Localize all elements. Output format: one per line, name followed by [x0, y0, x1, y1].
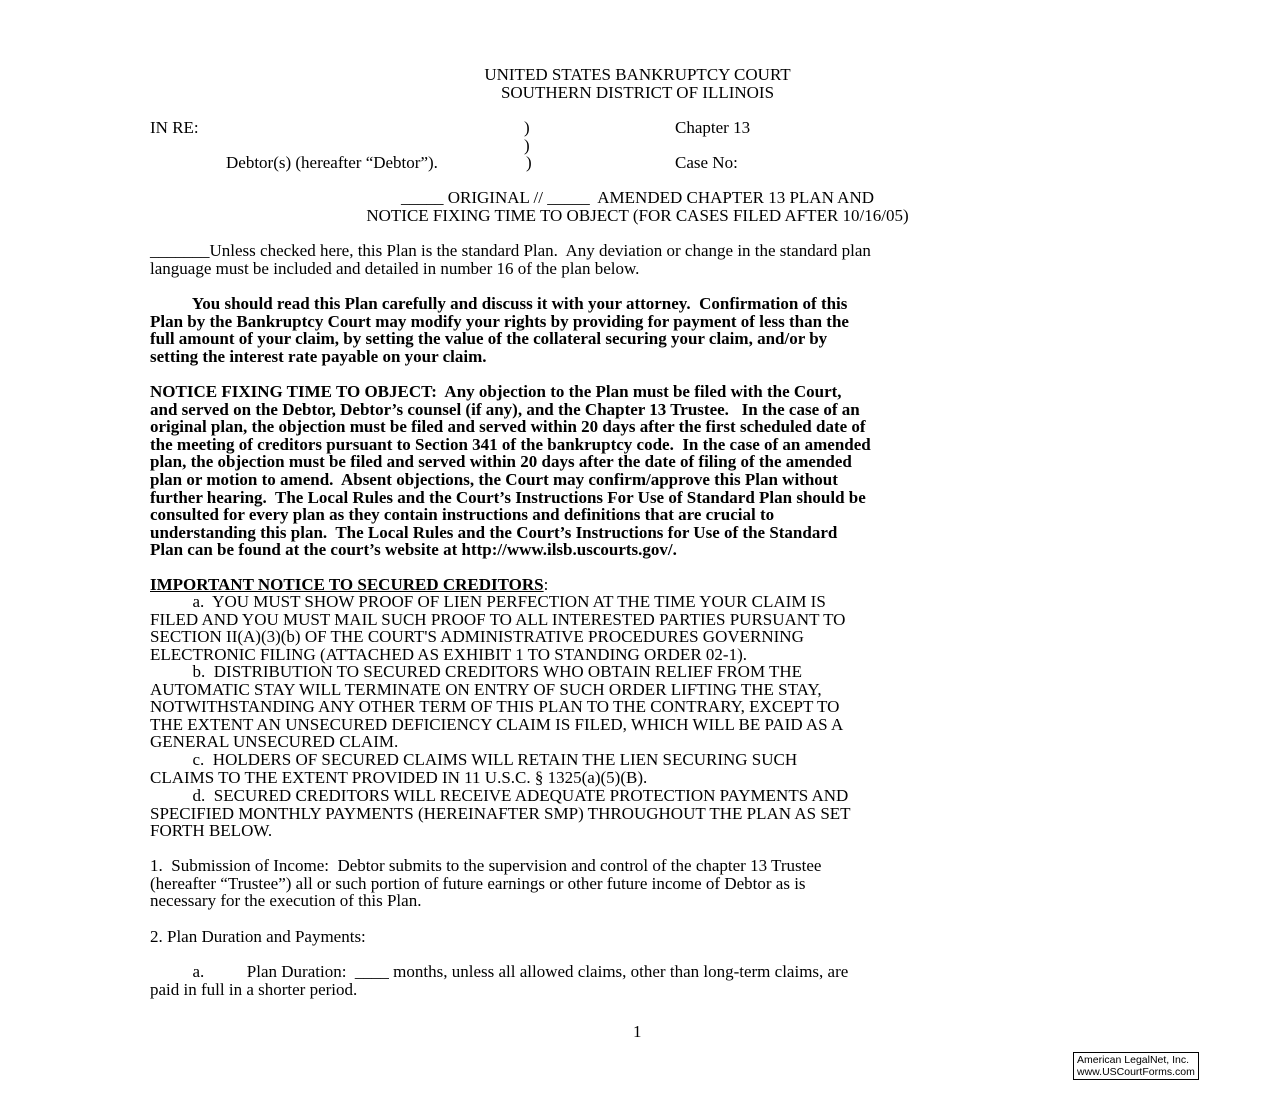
section-1-paragraph: [150, 857, 1125, 910]
text-line: consulted for every plan as they contain instructions and definitions that are crucial to: [150, 505, 775, 525]
text-line: paid in full in a shorter period.: [150, 979, 358, 999]
text-line: SPECIFIED MONTHLY PAYMENTS (HEREINAFTER SMP) THROUGHOUT THE PLAN AS SET: [150, 803, 851, 823]
case-no-label: Case No:: [675, 153, 738, 172]
text-line: _______Unless checked here, this Plan is the standard Plan. Any deviation or change in the standard plan: [150, 241, 871, 260]
caption-paren: ): [526, 153, 532, 172]
in-re-label: IN RE:: [150, 118, 199, 137]
stamp-line: www.USCourtForms.com: [1077, 1066, 1195, 1078]
text-line: NOTICE FIXING TIME TO OBJECT: Any objection to the Plan must be filed with the Court,: [150, 382, 842, 401]
text-line: further hearing. The Local Rules and the Court’s Instructions For Use of Standard Plan should be: [150, 487, 866, 507]
text-line: CLAIMS TO THE EXTENT PROVIDED IN 11 U.S.C. § 1325(a)(5)(B).: [150, 767, 648, 787]
heading-colon: :: [543, 575, 549, 594]
text-line: SECTION II(A)(3)(b) OF THE COURT'S ADMINISTRATIVE PROCEDURES GOVERNING: [150, 627, 804, 647]
text-line: the meeting of creditors pursuant to Section 341 of the bankruptcy code. In the case of an amended: [150, 434, 871, 454]
debtor-label: Debtor(s) (hereafter “Debtor”).: [226, 153, 438, 172]
court-header: [150, 66, 1125, 101]
plan-title: [150, 189, 1125, 224]
section-2-heading: 2. Plan Duration and Payments:: [150, 927, 366, 946]
court-name: UNITED STATES BANKRUPTCY COURT: [484, 65, 791, 84]
caption-paren: ): [524, 136, 530, 155]
text-line: 1. Submission of Income: Debtor submits to the supervision and control of the chapter 13 Trustee: [150, 856, 822, 875]
text-line: THE EXTENT AN UNSECURED DEFICIENCY CLAIM IS FILED, WHICH WILL BE PAID AS A: [150, 714, 844, 734]
section-2a-paragraph: [150, 963, 1125, 998]
text-line: full amount of your claim, by setting the value of the collateral securing your claim, and/or by: [150, 329, 828, 349]
text-line: ELECTRONIC FILING (ATTACHED AS EXHIBIT 1 TO STANDING ORDER 02-1).: [150, 644, 747, 664]
text-line: d. SECURED CREDITORS WILL RECEIVE ADEQUATE PROTECTION PAYMENTS AND: [150, 786, 849, 805]
chapter-label: Chapter 13: [675, 118, 751, 137]
text-line: and served on the Debtor, Debtor’s counsel (if any), and the Chapter 13 Trustee. In the case of an: [150, 399, 860, 419]
text-line: a. YOU MUST SHOW PROOF OF LIEN PERFECTION AT THE TIME YOUR CLAIM IS: [150, 592, 826, 611]
text-line: plan, the objection must be filed and served within 20 days after the date of filing of the amended: [150, 452, 852, 472]
plan-title-line: _____ ORIGINAL // _____ AMENDED CHAPTER 13 PLAN AND: [400, 188, 874, 207]
text-line: Plan by the Bankruptcy Court may modify your rights by providing for payment of less than the: [150, 311, 849, 331]
secured-item-a: [150, 593, 1125, 663]
text-line: b. DISTRIBUTION TO SECURED CREDITORS WHO OBTAIN RELIEF FROM THE: [150, 662, 803, 681]
legalnet-stamp: [1073, 1052, 1199, 1080]
text-line: original plan, the objection must be filed and served within 20 days after the first scheduled date of: [150, 417, 866, 437]
text-line: FILED AND YOU MUST MAIL SUCH PROOF TO ALL INTERESTED PARTIES PURSUANT TO: [150, 609, 846, 629]
text-line: GENERAL UNSECURED CLAIM.: [150, 732, 399, 752]
caption-paren: ): [524, 118, 530, 137]
secured-item-c: [150, 751, 1125, 786]
notice-paragraph: [150, 383, 1125, 559]
text-line: AUTOMATIC STAY WILL TERMINATE ON ENTRY OF SUCH ORDER LIFTING THE STAY,: [150, 679, 822, 699]
court-district: SOUTHERN DISTRICT OF ILLINOIS: [500, 82, 775, 102]
page-number: 1: [633, 1022, 642, 1041]
secured-item-b: [150, 663, 1125, 751]
text-line: You should read this Plan carefully and discuss it with your attorney. Confirmation of this: [150, 294, 848, 313]
text-line: FORTH BELOW.: [150, 821, 273, 841]
text-line: necessary for the execution of this Plan.: [150, 891, 422, 911]
text-line: plan or motion to amend. Absent objections, the Court may confirm/approve this Plan without: [150, 469, 838, 489]
text-line: NOTWITHSTANDING ANY OTHER TERM OF THIS PLAN TO THE CONTRARY, EXCEPT TO: [150, 697, 840, 717]
secured-creditors-heading: [150, 576, 1125, 594]
stamp-line: American LegalNet, Inc.: [1077, 1054, 1190, 1066]
text-line: setting the interest rate payable on your claim.: [150, 346, 487, 366]
text-line: Plan can be found at the court’s website at http://www.ilsb.uscourts.gov/.: [150, 540, 677, 560]
text-line: language must be included and detailed in number 16 of the plan below.: [150, 258, 640, 278]
text-line: understanding this plan. The Local Rules and the Court’s Instructions for Use of the Standard: [150, 522, 838, 542]
secured-heading-text: IMPORTANT NOTICE TO SECURED CREDITORS: [150, 575, 544, 594]
text-line: a. Plan Duration: ____ months, unless all allowed claims, other than long-term claims, are: [150, 962, 849, 981]
text-line: c. HOLDERS OF SECURED CLAIMS WILL RETAIN THE LIEN SECURING SUCH: [150, 750, 798, 769]
plan-title-line: NOTICE FIXING TIME TO OBJECT (FOR CASES FILED AFTER 10/16/05): [366, 205, 909, 225]
standard-plan-paragraph: [150, 242, 1125, 277]
secured-item-d: [150, 787, 1125, 840]
warning-paragraph: [150, 295, 1125, 365]
text-line: (hereafter “Trustee”) all or such portion of future earnings or other future income of Debtor as is: [150, 873, 806, 893]
